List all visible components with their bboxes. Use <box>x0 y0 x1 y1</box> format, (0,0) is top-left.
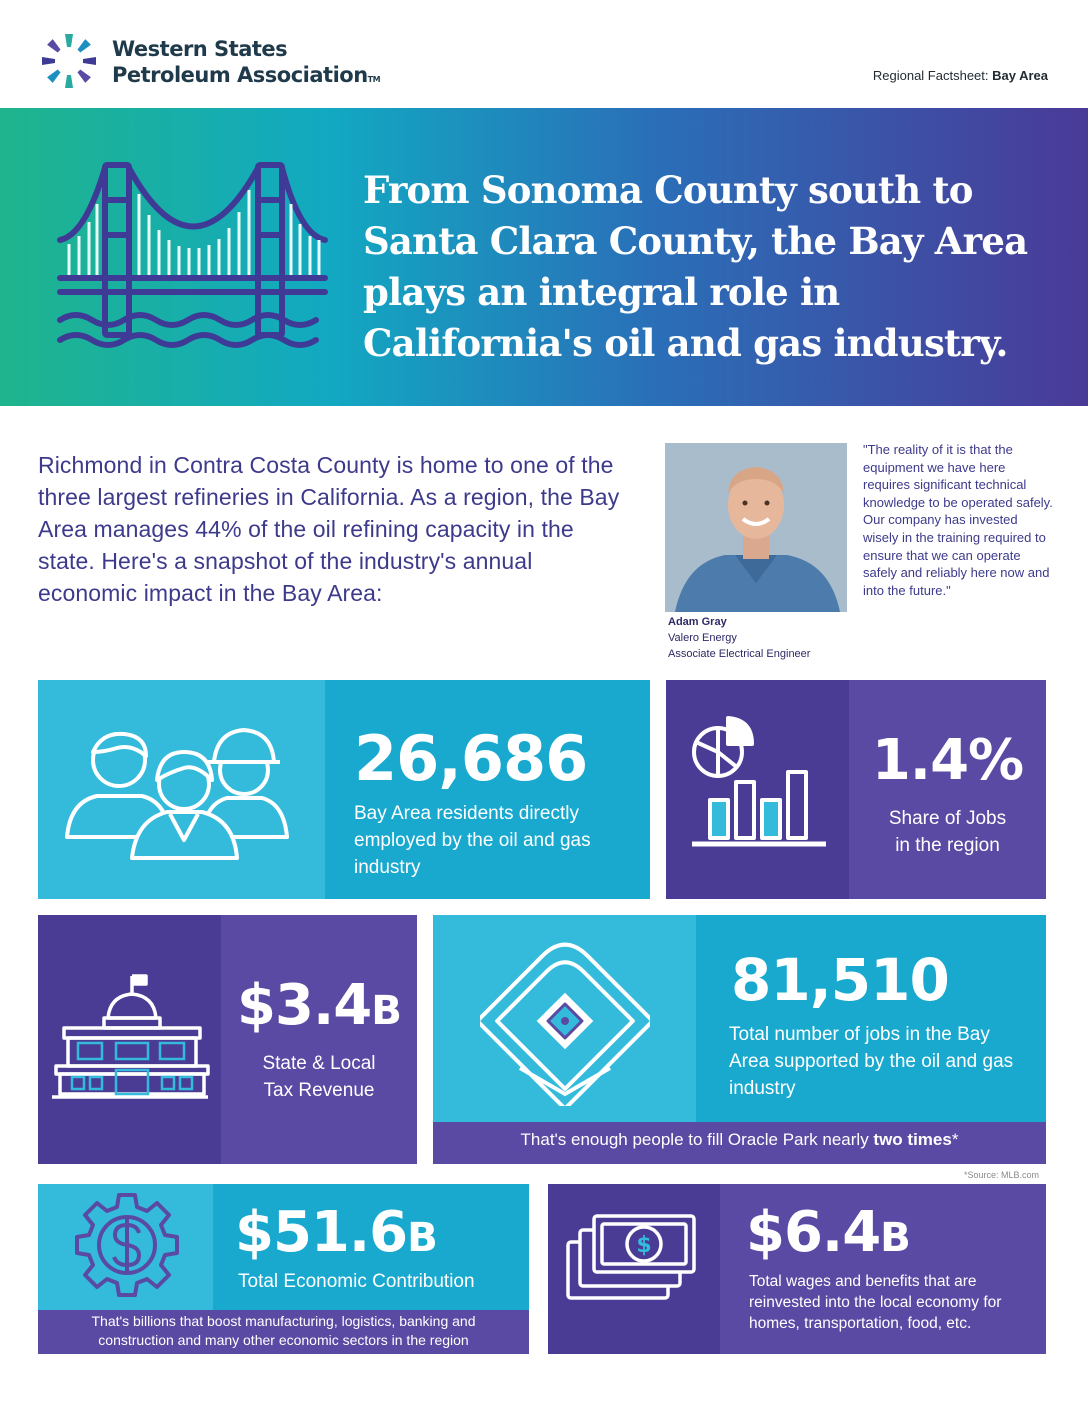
stat-wages-suffix: B <box>880 1214 910 1261</box>
svg-text:$: $ <box>636 1233 652 1258</box>
stat-total-jobs-bar-suffix: * <box>951 1130 959 1149</box>
cash-stack-icon <box>562 1210 702 1310</box>
stat-total-jobs-value: 81,510 <box>731 946 949 1014</box>
factsheet-region: Bay Area <box>992 68 1048 83</box>
testimonial-quote: "The reality of it is that the equipment we have here requires significant technical knowledge to be operated safely. Our company has invested wisely in the training required to ensure that we can operate safely and reliably here now and into the future." <box>863 442 1053 598</box>
stat-tax-suffix: B <box>371 987 401 1034</box>
baseball-stadium-icon <box>480 936 650 1106</box>
stat-economic-value <box>235 1200 437 1265</box>
stat-economic-bar-text <box>38 1312 529 1350</box>
person-photo-illustration <box>665 443 847 612</box>
hero-headline: From Sonoma County south to Santa Clara County, the Bay Area plays an integral role in California's oil and gas industry. <box>363 168 1028 365</box>
stat-tax-label <box>221 1050 417 1104</box>
dollar-gear-icon <box>72 1190 182 1300</box>
stat-economic-suffix: B <box>407 1214 437 1261</box>
stat-tax-label-line2: Tax Revenue <box>263 1080 375 1101</box>
logo <box>40 32 380 92</box>
testimonial-title: Associate Electrical Engineer <box>668 648 811 660</box>
intro-text: Richmond in Contra Costa County is home to one of the three largest refineries in California. As a region, the Bay Area manages 44% of the oil refining capacity in the state. Here's a snapshot of the industry's annual economic impact in the Bay Area: <box>38 452 620 606</box>
stat-total-jobs-bar-text <box>433 1130 1046 1150</box>
factsheet-prefix: Regional Factsheet: <box>872 68 993 83</box>
stat-tax-number: $3.4 <box>237 973 372 1038</box>
stat-tax-value <box>221 973 417 1038</box>
stat-total-jobs-bar-bold: two times <box>873 1130 952 1149</box>
stat-economic-number: $51.6 <box>235 1200 408 1265</box>
logo-line2: Petroleum Association <box>112 63 368 87</box>
workers-icon <box>62 722 297 862</box>
stat-economic-bar-line1: That's billions that boost manufacturing, logistics, banking and <box>91 1313 476 1329</box>
charts-icon <box>688 712 833 857</box>
stat-total-jobs-bar-prefix: That's enough people to fill Oracle Park nearly <box>520 1130 874 1149</box>
factsheet-label <box>873 68 1048 83</box>
stat-wages-value <box>746 1200 910 1265</box>
stat-total-jobs-label: Total number of jobs in the Bay Area supported by the oil and gas industry <box>729 1024 1014 1099</box>
stat-employed-value: 26,686 <box>354 722 588 795</box>
source-note: *Source: MLB.com <box>963 1170 1039 1180</box>
golden-gate-bridge-icon <box>55 160 330 360</box>
capitol-building-icon <box>50 972 210 1102</box>
logo-tm: TM <box>367 75 381 84</box>
stat-jobs-share-label-line1: Share of Jobs <box>888 808 1007 829</box>
testimonial-photo <box>665 443 847 612</box>
stat-wages-number: $6.4 <box>746 1200 881 1265</box>
stat-economic-label: Total Economic Contribution <box>238 1271 475 1292</box>
logo-line1: Western States <box>112 37 288 61</box>
stat-jobs-share-value: 1.4% <box>871 728 1024 793</box>
stat-jobs-share-label-line2: in the region <box>895 835 1000 856</box>
testimonial-name: Adam Gray <box>668 616 727 628</box>
stat-employed-label: Bay Area residents directly employed by the oil and gas industry <box>354 803 591 878</box>
stat-tax-panel <box>221 915 417 1164</box>
stat-economic-bar-line2: construction and many other economic sectors in the region <box>98 1332 469 1348</box>
stat-wages-label: Total wages and benefits that are reinvested into the local economy for homes, transportation, food, etc. <box>749 1273 1002 1332</box>
stat-tax-label-line1: State & Local <box>262 1053 376 1074</box>
stat-jobs-share-label <box>849 805 1046 859</box>
logo-mark-icon <box>40 32 98 90</box>
testimonial-company: Valero Energy <box>668 632 737 644</box>
testimonial-caption <box>668 614 868 662</box>
